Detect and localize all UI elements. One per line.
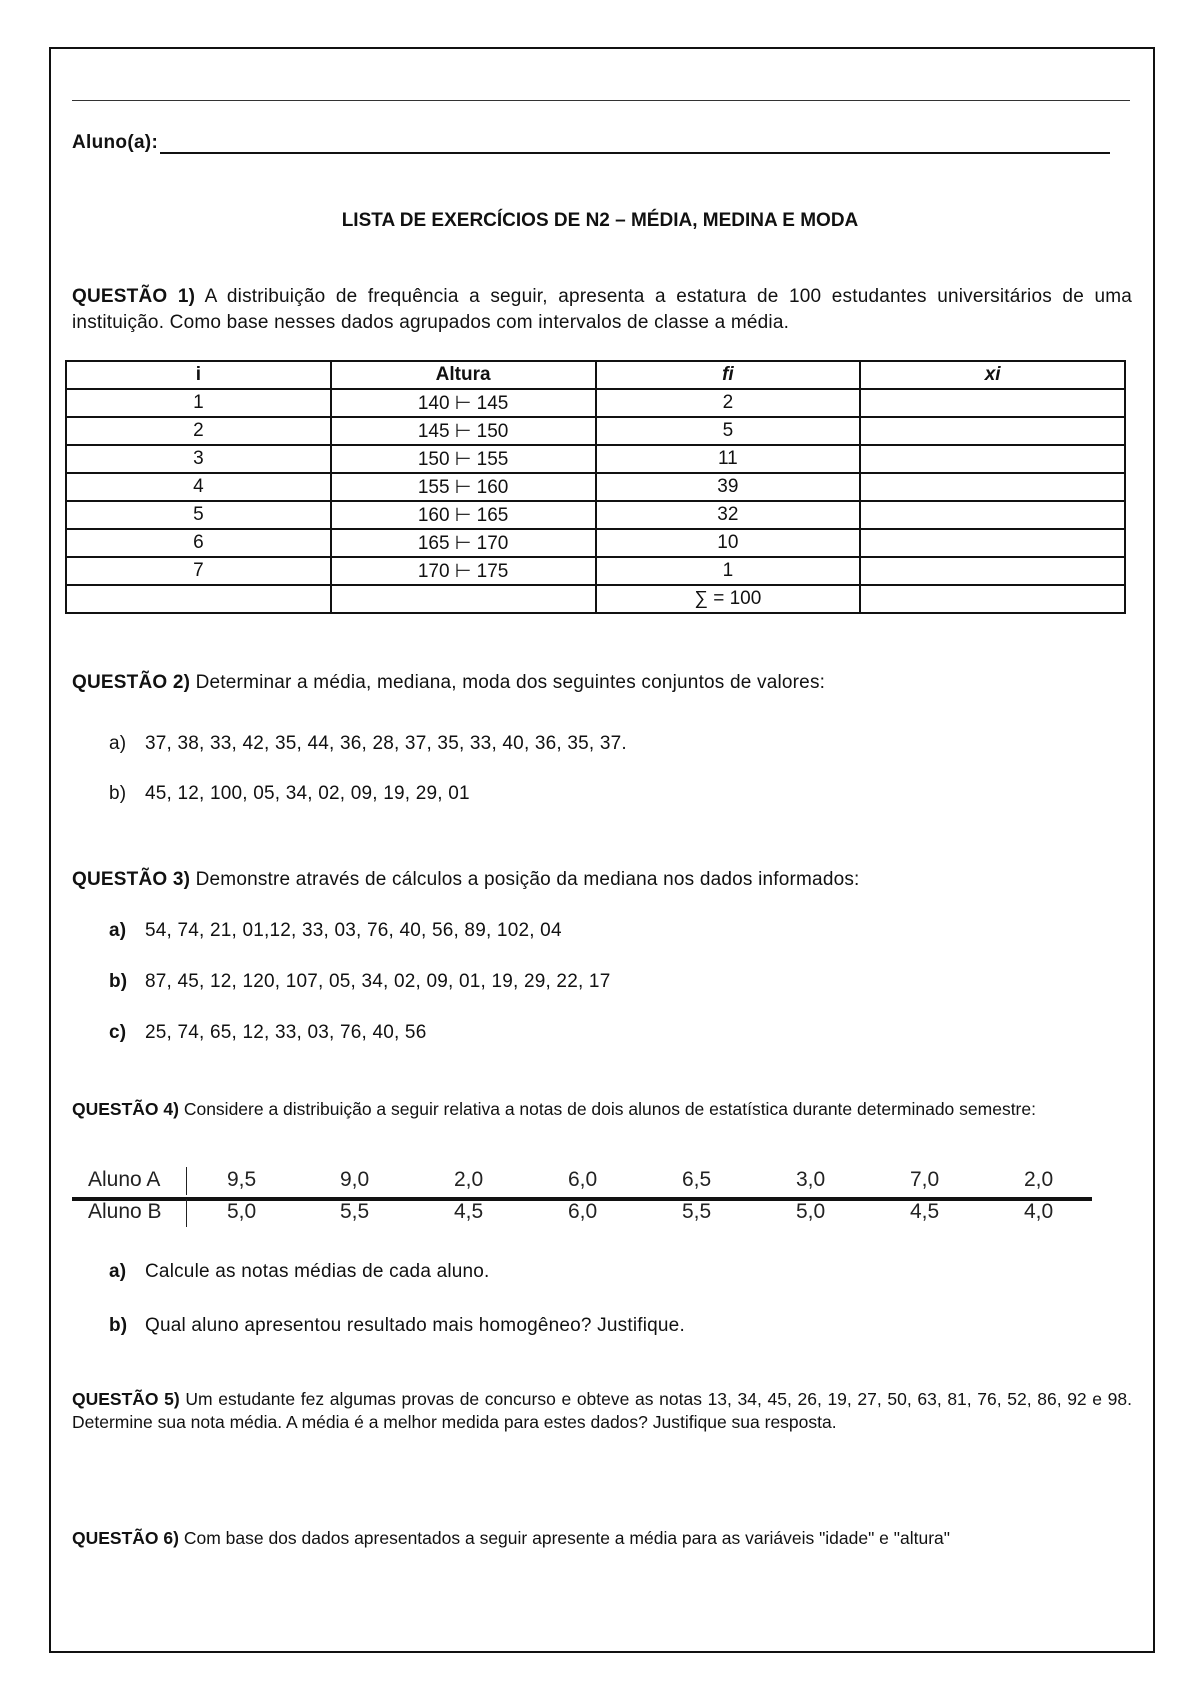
grade-cell: 6,0 xyxy=(568,1200,598,1223)
question-4 xyxy=(72,1098,1132,1121)
question-2-item-b xyxy=(109,783,470,805)
item-text: Calcule as notas médias de cada aluno. xyxy=(145,1261,490,1282)
item-text: 37, 38, 33, 42, 35, 44, 36, 28, 37, 35, 33, 40, 36, 35, 37. xyxy=(145,733,627,754)
question-2 xyxy=(72,670,1132,696)
grade-cell: 3,0 xyxy=(796,1168,826,1191)
table-cell: 170 ⊢ 175 xyxy=(331,557,596,585)
table-cell: 2 xyxy=(596,389,861,417)
item-text: 25, 74, 65, 12, 33, 03, 76, 40, 56 xyxy=(145,1022,427,1043)
question-4-item-a xyxy=(109,1261,490,1283)
table-cell xyxy=(860,417,1125,445)
question-3-label: QUESTÃO 3) xyxy=(72,869,191,890)
item-label: a) xyxy=(109,1261,127,1282)
table-row xyxy=(66,557,1125,585)
grade-cell: 4,5 xyxy=(454,1200,484,1223)
table-cell: 165 ⊢ 170 xyxy=(331,529,596,557)
grade-cell: 5,0 xyxy=(227,1200,257,1223)
header-fi: fi xyxy=(596,361,861,389)
table-cell: 11 xyxy=(596,445,861,473)
item-text: 87, 45, 12, 120, 107, 05, 34, 02, 09, 01, 19, 29, 22, 17 xyxy=(145,971,611,992)
table-cell: 155 ⊢ 160 xyxy=(331,473,596,501)
item-text: Qual aluno apresentou resultado mais homogêneo? Justifique. xyxy=(145,1315,685,1336)
question-3-text: Demonstre através de cálculos a posição da mediana nos dados informados: xyxy=(190,869,860,890)
student-name-blank xyxy=(160,132,1110,154)
question-6-label: QUESTÃO 6) xyxy=(72,1528,179,1548)
question-6 xyxy=(72,1527,1132,1550)
grades-divider xyxy=(186,1199,187,1227)
student-a-name: Aluno A xyxy=(88,1168,161,1191)
question-2-label: QUESTÃO 2) xyxy=(72,672,191,693)
item-label: b) xyxy=(109,971,128,992)
question-4-text: Considere a distribuição a seguir relativa a notas de dois alunos de estatística durante determinado semestre: xyxy=(178,1099,1036,1119)
table-cell xyxy=(860,473,1125,501)
table-cell: 5 xyxy=(596,417,861,445)
table-cell: 10 xyxy=(596,529,861,557)
table-cell: 160 ⊢ 165 xyxy=(331,501,596,529)
table-cell: 32 xyxy=(596,501,861,529)
question-3-item-c xyxy=(109,1022,426,1044)
item-text: 54, 74, 21, 01,12, 33, 03, 76, 40, 56, 89, 102, 04 xyxy=(145,920,562,941)
header-rule xyxy=(72,100,1130,101)
table-cell: 145 ⊢ 150 xyxy=(331,417,596,445)
document-title: LISTA DE EXERCÍCIOS DE N2 – MÉDIA, MEDINA E MODA xyxy=(341,210,859,231)
table-row xyxy=(66,473,1125,501)
table-cell xyxy=(860,445,1125,473)
question-6-text: Com base dos dados apresentados a seguir apresente a média para as variáveis "idade" e "altura" xyxy=(178,1528,950,1548)
table-cell: 3 xyxy=(66,445,331,473)
question-5-text: Um estudante fez algumas provas de concurso e obteve as notas 13, 34, 45, 26, 19, 27, 50, 63, 81, 76, 52, 86, 92 e 98. Determine sua nota média. A média é a melhor medida para estes dados? Justifique sua resposta. xyxy=(72,1389,1132,1432)
table-row xyxy=(66,417,1125,445)
table-cell xyxy=(860,557,1125,585)
table-cell: 1 xyxy=(596,557,861,585)
grade-cell: 2,0 xyxy=(454,1168,484,1191)
grades-table xyxy=(72,1165,1092,1229)
grade-cell: 6,5 xyxy=(682,1168,712,1191)
grade-cell: 9,5 xyxy=(227,1168,257,1191)
grade-cell: 7,0 xyxy=(910,1168,940,1191)
grade-cell: 5,5 xyxy=(682,1200,712,1223)
table-cell xyxy=(331,585,596,613)
table-cell: 150 ⊢ 155 xyxy=(331,445,596,473)
frequency-table xyxy=(65,360,1126,614)
grade-cell: 2,0 xyxy=(1024,1168,1054,1191)
table-body xyxy=(66,389,1125,613)
question-1-text: A distribuição de frequência a seguir, apresenta a estatura de 100 estudantes universitários de uma instituição. Como base nesses dados agrupados com intervalos de classe a média. xyxy=(72,286,1133,333)
question-3-item-a xyxy=(109,920,562,942)
table-cell xyxy=(860,501,1125,529)
table-cell: 140 ⊢ 145 xyxy=(331,389,596,417)
question-5 xyxy=(72,1388,1132,1434)
grade-cell: 6,0 xyxy=(568,1168,598,1191)
grade-cell: 4,5 xyxy=(910,1200,940,1223)
student-b-name: Aluno B xyxy=(88,1200,162,1223)
grade-cell: 5,5 xyxy=(340,1200,370,1223)
table-cell: 4 xyxy=(66,473,331,501)
question-1 xyxy=(72,284,1132,336)
item-label: a) xyxy=(109,733,127,754)
table-cell: 39 xyxy=(596,473,861,501)
item-label: c) xyxy=(109,1022,127,1043)
question-1-label: QUESTÃO 1) xyxy=(72,286,196,307)
student-label: Aluno(a): xyxy=(72,132,159,153)
table-row xyxy=(66,585,1125,613)
question-3 xyxy=(72,867,1132,893)
table-row xyxy=(66,529,1125,557)
header-i: i xyxy=(66,361,331,389)
table-header-row xyxy=(66,361,1125,389)
header-altura: Altura xyxy=(331,361,596,389)
table-row xyxy=(66,389,1125,417)
table-cell xyxy=(66,585,331,613)
item-label: b) xyxy=(109,783,127,804)
table-cell xyxy=(860,389,1125,417)
question-3-item-b xyxy=(109,971,610,993)
table-cell: 1 xyxy=(66,389,331,417)
question-4-label: QUESTÃO 4) xyxy=(72,1099,179,1119)
table-cell xyxy=(860,529,1125,557)
student-name-line xyxy=(72,132,1110,154)
table-cell: 5 xyxy=(66,501,331,529)
grades-divider xyxy=(186,1167,187,1195)
table-cell: ∑ = 100 xyxy=(596,585,861,613)
table-cell: 2 xyxy=(66,417,331,445)
grade-cell: 9,0 xyxy=(340,1168,370,1191)
item-label: a) xyxy=(109,920,127,941)
table-cell xyxy=(860,585,1125,613)
question-4-item-b xyxy=(109,1315,685,1337)
item-text: 45, 12, 100, 05, 34, 02, 09, 19, 29, 01 xyxy=(145,783,470,804)
grade-cell: 5,0 xyxy=(796,1200,826,1223)
grade-cell: 4,0 xyxy=(1024,1200,1054,1223)
item-label: b) xyxy=(109,1315,128,1336)
table-row xyxy=(66,445,1125,473)
question-2-text: Determinar a média, mediana, moda dos seguintes conjuntos de valores: xyxy=(190,672,826,693)
table-cell: 7 xyxy=(66,557,331,585)
table-cell: 6 xyxy=(66,529,331,557)
grades-row-a xyxy=(72,1165,1092,1197)
table-row xyxy=(66,501,1125,529)
header-xi: xi xyxy=(860,361,1125,389)
grades-row-b xyxy=(72,1197,1092,1229)
question-2-item-a xyxy=(109,733,627,755)
question-5-label: QUESTÃO 5) xyxy=(72,1389,180,1409)
